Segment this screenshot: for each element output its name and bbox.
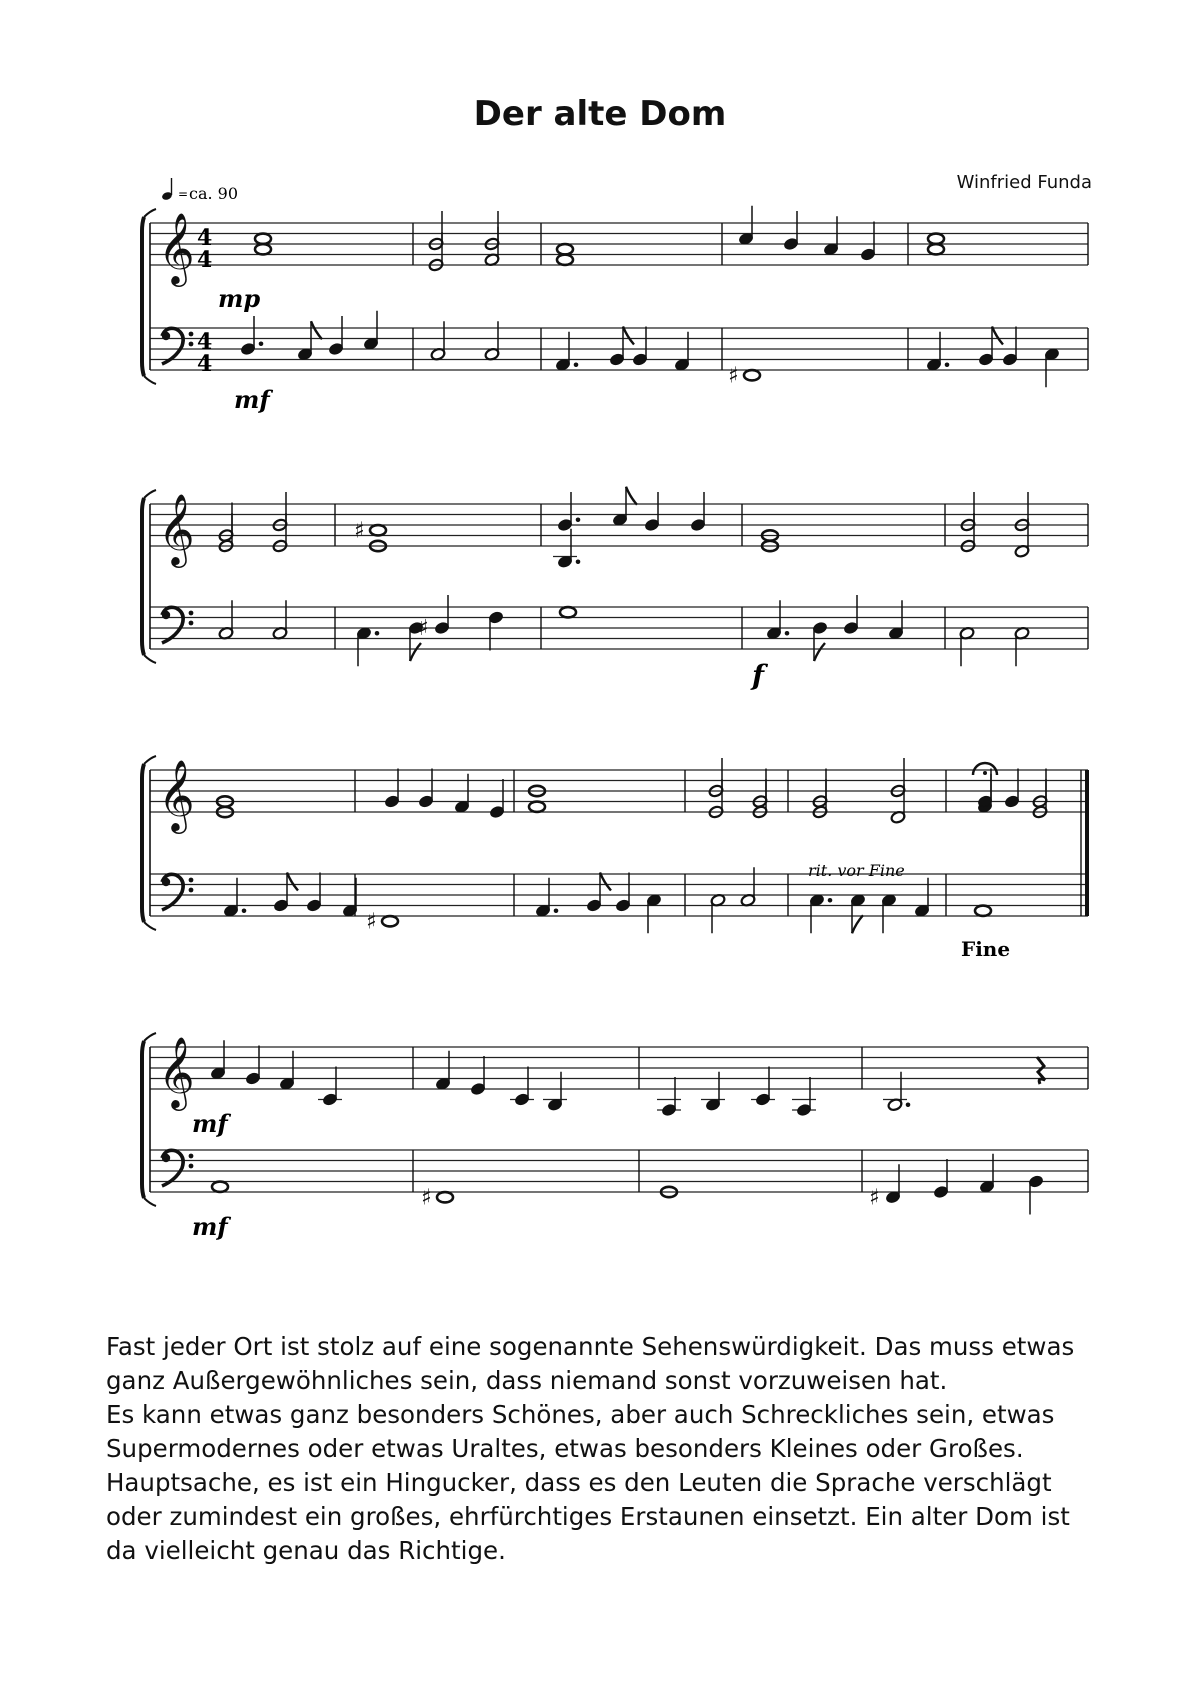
augmentation-dot xyxy=(259,341,264,346)
quarter-rest-icon xyxy=(1037,1057,1045,1084)
whole-note xyxy=(975,906,991,916)
description-text xyxy=(106,1330,1106,1568)
augmentation-dot xyxy=(576,559,581,564)
augmentation-dot xyxy=(906,1102,911,1107)
bass-clef-icon xyxy=(162,874,194,910)
bass-clef-head xyxy=(162,1154,170,1162)
bass-clef-head xyxy=(162,611,170,619)
time-signature-treble-bottom: 4 xyxy=(197,247,213,273)
bass-clef-dot xyxy=(189,1154,194,1159)
augmentation-dot xyxy=(576,517,581,522)
augmentation-dot xyxy=(375,631,380,636)
system-bracket xyxy=(142,764,144,922)
whole-note xyxy=(370,525,386,535)
eighth-flag xyxy=(626,487,637,505)
eighth-flag xyxy=(287,873,298,891)
tempo-equals: = xyxy=(178,187,189,201)
whole-note xyxy=(557,244,573,254)
bass-clef-dot xyxy=(189,888,194,893)
time-signature-treble-top: 4 xyxy=(197,225,213,251)
fine-text: Fine xyxy=(961,937,1011,961)
bass-clef-dot xyxy=(189,342,194,347)
system-bracket xyxy=(142,498,144,655)
bracket-top-hook xyxy=(144,1033,156,1041)
treble-clef-glyph: 𝄞 xyxy=(158,1035,195,1108)
dynamic-mf-bass: mf xyxy=(192,1212,228,1240)
sharp-accidental: ♯ xyxy=(418,616,429,641)
bass-clef-dot xyxy=(189,1164,194,1169)
whole-note xyxy=(928,234,944,244)
eighth-flag xyxy=(410,643,421,661)
time-signature-bass-bottom: 4 xyxy=(197,351,213,377)
sharp-accidental: ♯ xyxy=(421,1185,432,1211)
treble-clef-icon xyxy=(158,1035,195,1111)
augmentation-dot xyxy=(574,362,579,367)
bracket-bottom-hook xyxy=(144,1198,156,1206)
bass-clef-dot xyxy=(189,332,194,337)
time-signature-bass-top: 4 xyxy=(197,329,213,355)
whole-note xyxy=(529,802,545,812)
sharp-accidental: ♯ xyxy=(354,518,365,544)
bracket-bottom-hook xyxy=(144,376,156,384)
treble-clef-icon xyxy=(158,492,195,568)
whole-note xyxy=(557,255,573,265)
bracket-bottom-hook xyxy=(144,655,156,663)
dynamic-mf: mf xyxy=(234,385,270,414)
whole-note xyxy=(255,234,271,244)
eighth-flag xyxy=(814,643,825,661)
bass-clef-head xyxy=(162,332,170,340)
eighth-flag xyxy=(623,327,634,345)
whole-note xyxy=(212,1182,228,1192)
whole-note xyxy=(928,244,944,254)
whole-note xyxy=(744,370,760,380)
bass-clef-dot xyxy=(189,611,194,616)
bass-clef-head xyxy=(162,878,170,886)
eighth-flag xyxy=(311,321,322,339)
system-bracket xyxy=(142,1041,144,1198)
eighth-flag xyxy=(852,915,863,933)
staff-systems xyxy=(142,206,1088,1215)
treble-clef-icon xyxy=(158,211,195,287)
bracket-top-hook xyxy=(144,756,156,764)
bass-clef-dot xyxy=(189,621,194,626)
whole-note xyxy=(437,1192,453,1202)
eighth-flag xyxy=(992,327,1003,345)
treble-clef-glyph: 𝄞 xyxy=(158,211,195,284)
treble-clef-icon xyxy=(158,758,195,834)
bass-clef-dot xyxy=(189,878,194,883)
tempo-mark xyxy=(161,178,238,203)
description-paragraph-1: Fast jeder Ort ist stolz auf eine sogenannte Sehenswürdigkeit. Das muss etwas ganz Außergewöhnliches sein, dass niemand sonst vorzuweisen hat. xyxy=(106,1332,1075,1395)
composer-name: Winfried Funda xyxy=(956,172,1092,193)
sharp-accidental: ♯ xyxy=(869,1185,880,1211)
tempo-value: ca. 90 xyxy=(189,184,239,203)
treble-clef-glyph: 𝄞 xyxy=(158,492,195,565)
bracket-bottom-hook xyxy=(144,922,156,930)
whole-note xyxy=(560,607,576,617)
system-bracket xyxy=(142,217,144,376)
dynamic-mp: mp xyxy=(218,284,261,313)
ritardando-text: rit. vor Fine xyxy=(808,861,905,880)
dynamic-f: f xyxy=(752,659,765,692)
bass-clef-icon xyxy=(162,607,194,643)
augmentation-dot xyxy=(242,908,247,913)
augmentation-dot xyxy=(785,631,790,636)
augmentation-dot xyxy=(945,362,950,367)
dynamic-mf-treble: mf xyxy=(192,1109,228,1138)
bass-clef-icon xyxy=(162,1150,194,1186)
page-title: Der alte Dom xyxy=(473,94,727,134)
whole-note xyxy=(255,244,271,254)
description-paragraph-2: Es kann etwas ganz besonders Schönes, aber auch Schreckliches sein, etwas Supermodernes oder etwas Uraltes, etwas besonders Kleines oder Großes. Hauptsache, es ist ein Hingucker, dass es den Leuten die Sprache verschlägt oder zumindest ein großes, ehrfürchtiges Erstaunen einsetzt. Ein alter Dom ist da vielleicht genau das Richtige. xyxy=(106,1400,1070,1565)
bass-clef-icon xyxy=(162,328,194,364)
bracket-top-hook xyxy=(144,490,156,498)
eighth-flag xyxy=(600,873,611,891)
augmentation-dot xyxy=(554,908,559,913)
treble-clef-glyph: 𝄞 xyxy=(158,758,195,831)
sharp-accidental: ♯ xyxy=(366,909,377,935)
fermata-icon xyxy=(973,763,997,775)
whole-note xyxy=(382,916,398,926)
augmentation-dot xyxy=(828,898,833,903)
bracket-top-hook xyxy=(144,209,156,217)
sharp-accidental: ♯ xyxy=(728,363,739,389)
